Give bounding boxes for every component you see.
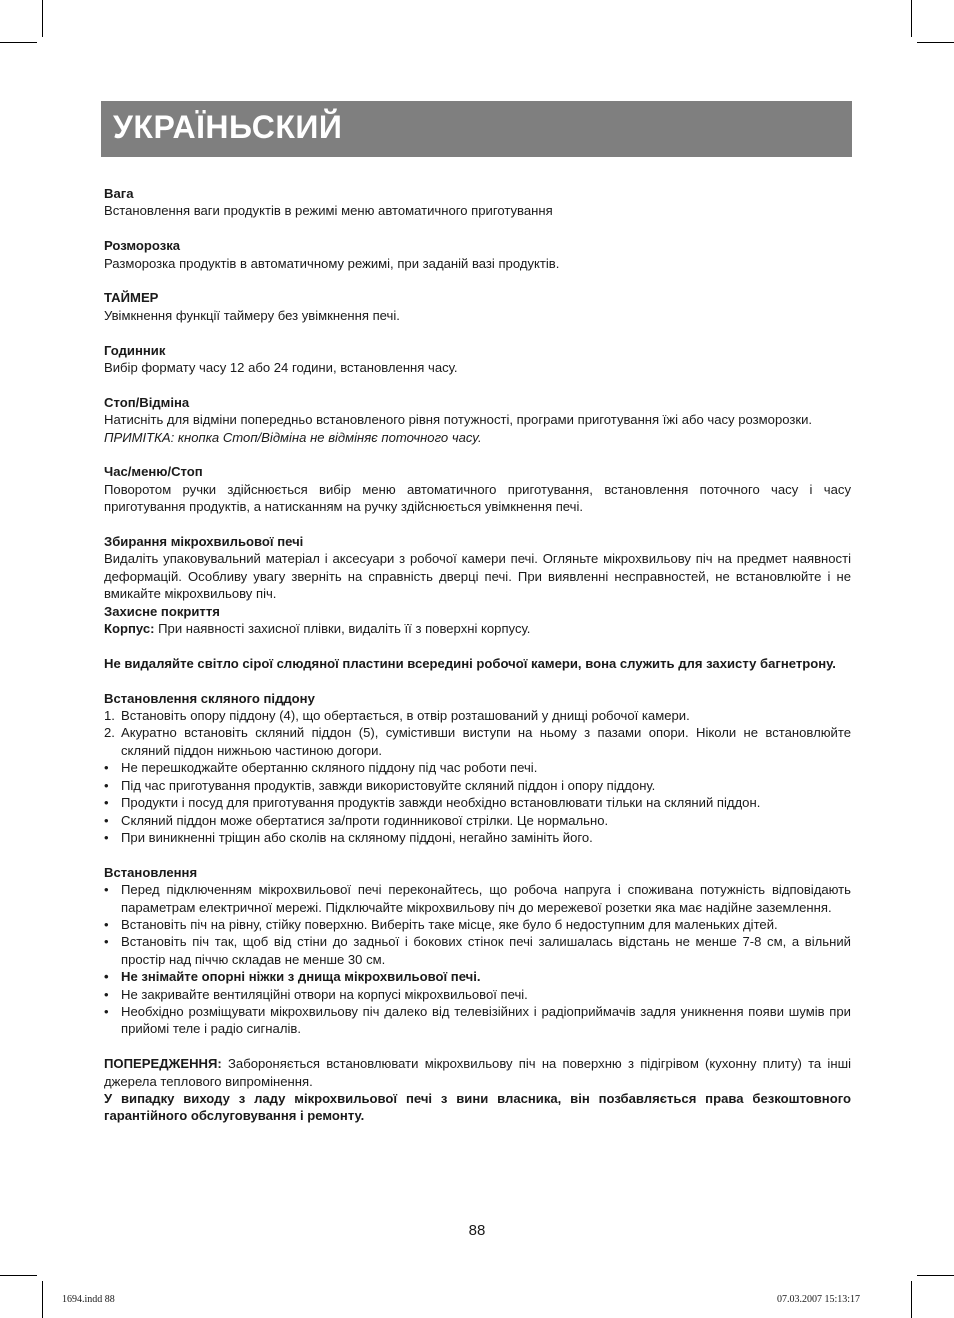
bullet-item — [104, 759, 851, 776]
bullet-icon: • — [104, 829, 109, 845]
item-text: Акуратно встановіть скляний піддон (5), сумістивши виступи на ньому з пазами опори. Ніколи не встановлюйте скляний піддон нижньою частиною догори. — [121, 725, 851, 758]
item-text: Перед підключенням мікрохвильової печі переконайтесь, що робоча напруга і споживана потужність відповідають параметрам електричної мережі. Підключайте мікрохвильову піч до мережевої розетки яка має надійне заземлення. — [121, 882, 851, 915]
section-note-stop: ПРИМІТКА: кнопка Стоп/Відміна не відміняє поточного часу. — [104, 429, 482, 445]
section-text-zakhysne — [104, 620, 851, 637]
section-title-zbyrannia: Збирання мікрохвильової печі — [104, 534, 304, 550]
bullet-icon: • — [104, 760, 109, 776]
bullet-item — [104, 829, 851, 846]
warranty-notice: У випадку виходу з ладу мікрохвильової печі з вини власника, він позбавляється права безкоштовного гарантійного обслуговування і ремонту. — [104, 1090, 851, 1124]
crop-mark — [911, 1281, 912, 1318]
item-text: При виникненні тріщин або сколів на скляному піддоні, негайно замініть його. — [121, 829, 593, 845]
section-text-rozmorozka: Разморозка продуктів в автоматичному режимі, при заданій вазі продуктів. — [104, 255, 560, 271]
bullet-icon: • — [104, 777, 109, 793]
crop-mark — [911, 0, 912, 37]
korpus-label: Корпус: — [104, 621, 155, 637]
item-number: 1. — [104, 708, 115, 724]
item-text: Необхідно розміщувати мікрохвильову піч далеко від телевізійних і радіоприймачів задля уникнення появи шумів при прийомі теле і радіо сигналів. — [121, 1003, 851, 1037]
section-title-pidon: Встановлення скляного піддону — [104, 690, 315, 706]
korpus-text: При наявності захисної плівки, видаліть її з поверхні корпусу. — [154, 621, 531, 637]
item-text: Не знімайте опорні ніжки з днища мікрохвильової печі. — [121, 969, 481, 985]
bullet-item — [104, 881, 851, 916]
section-title-vaga: Вага — [104, 186, 134, 201]
bullet-icon: • — [104, 986, 109, 1002]
item-text: Скляний піддон може обертатися за/проти годинникової стрілки. Це нормально. — [121, 812, 609, 828]
page-title: УКРАЇНЬСКИЙ — [113, 109, 343, 145]
bullet-icon: • — [104, 882, 109, 898]
section-text-vaga: Встановлення ваги продуктів в режимі меню автоматичного приготування — [104, 203, 553, 219]
warning-text: Забороняється встановлювати мікрохвильову піч на поверхню з підігрівом (кухонну плиту) та інші джерела теплового випромінення. — [104, 1056, 851, 1089]
section-title-vstanovlennia: Встановлення — [104, 864, 198, 880]
bullet-item — [104, 777, 851, 794]
warning-mica: Не видаляйте світло сірої слюдяної пластини всередині робочої камери, вона служить для захисту багнетрону. — [104, 655, 836, 671]
section-text-hodynnyk: Вибір формату часу 12 або 24 години, встановлення часу. — [104, 360, 458, 376]
bullet-item — [104, 812, 851, 829]
warning-label: ПОПЕРЕДЖЕННЯ: — [104, 1056, 222, 1072]
crop-mark — [42, 1281, 43, 1318]
item-text: Встановіть піч на рівну, стійку поверхню. Виберіть таке місце, яке було б недоступним для маленьких дітей. — [121, 916, 778, 932]
bullet-icon: • — [104, 934, 109, 950]
bullet-item — [104, 1003, 851, 1038]
section-text-taimer: Увімкнення функції таймеру без увімкнення печі. — [104, 307, 400, 323]
page-number: 88 — [468, 1222, 486, 1239]
bullet-icon: • — [104, 1003, 109, 1019]
section-title-hodynnyk: Годинник — [104, 342, 166, 358]
item-text: Не перешкоджайте обертанню скляного піддону під час роботи печі. — [121, 760, 538, 776]
crop-mark — [0, 1275, 37, 1276]
section-title-chas: Час/меню/Стоп — [104, 464, 203, 480]
section-title-rozmorozka: Розморозка — [104, 238, 181, 254]
header-bar — [101, 101, 852, 157]
section-title-taimer: ТАЙМЕР — [104, 290, 159, 306]
bullet-item — [104, 933, 851, 968]
bullet-item — [104, 986, 851, 1003]
bullet-item — [104, 794, 851, 811]
item-text: Встановіть опору піддону (4), що обертається, в отвір розташований у днищі робочої камери. — [121, 708, 690, 724]
item-text: Встановіть піч так, щоб від стіни до задньої і бокових стінок печі залишалась відстань не менше 7-8 см, а вільний простір над піччю складав не менше 30 см. — [121, 934, 851, 967]
crop-mark — [917, 42, 954, 43]
numbered-item — [104, 707, 851, 724]
section-text-zbyrannia: Видаліть упаковувальний матеріал і аксесуари з робочої камери печі. Огляньте мікрохвильову піч на предмет наявності деформацій. Особливу увагу зверніть на справність дверці печі. При виявленні несправностей, не встановлюйте і не вмикайте мікрохвильову піч. — [104, 551, 851, 602]
bullet-item — [104, 968, 851, 985]
footer-date: 07.03.2007 15:13:17 — [777, 1294, 861, 1305]
item-text: Не закривайте вентиляційні отвори на корпусі мікрохвильової печі. — [121, 986, 528, 1002]
item-text: Під час приготування продуктів, завжди використовуйте скляний піддон і опору піддону. — [121, 777, 656, 793]
numbered-item — [104, 724, 851, 759]
bullet-icon: • — [104, 969, 109, 985]
crop-mark — [42, 0, 43, 37]
bullet-icon: • — [104, 812, 109, 828]
section-title-stop: Стоп/Відміна — [104, 394, 190, 410]
crop-mark — [0, 42, 37, 43]
bullet-item — [104, 916, 851, 933]
bullet-icon: • — [104, 916, 109, 932]
section-text-chas: Поворотом ручки здійснюється вибір меню автоматичного приготування, встановлення поточного часу і часу приготування продуктів, а натисканням на ручку здійснюється увімкнення печі. — [104, 481, 851, 515]
item-text: Продукти і посуд для приготування продуктів завжди необхідно встановлювати тільки на скляний піддон. — [121, 795, 761, 811]
bullet-icon: • — [104, 795, 109, 811]
document-body — [104, 185, 851, 1125]
item-number: 2. — [104, 725, 115, 741]
crop-mark — [917, 1275, 954, 1276]
section-title-zakhysne: Захисне покриття — [104, 603, 220, 619]
footer-file: 1694.indd 88 — [62, 1294, 115, 1305]
warning-paragraph — [104, 1055, 851, 1090]
section-text-stop: Натисніть для відміни попередньо встановленого рівня потужності, програми приготування їжі або часу розморозки. — [104, 412, 813, 428]
